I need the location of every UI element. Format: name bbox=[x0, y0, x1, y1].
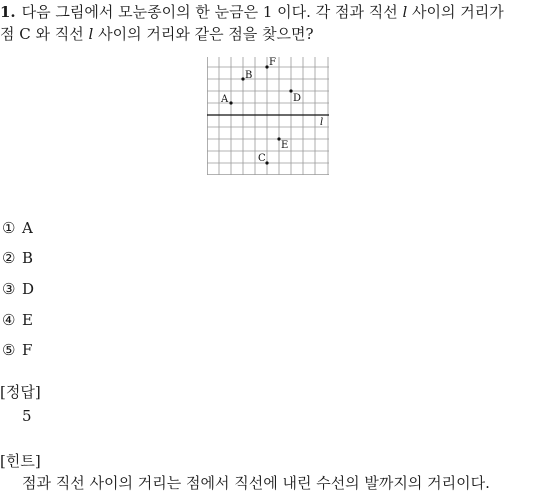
point-e-label: E bbox=[281, 140, 289, 151]
point-d-label: D bbox=[293, 93, 302, 104]
line-symbol: l bbox=[402, 3, 408, 21]
point-c bbox=[265, 161, 268, 164]
choice-1[interactable] bbox=[2, 219, 33, 237]
choice-3[interactable] bbox=[2, 280, 34, 298]
choice-text: B bbox=[22, 249, 34, 267]
choice-2[interactable] bbox=[2, 249, 33, 267]
point-a-label: A bbox=[221, 94, 229, 105]
point-c-label: C bbox=[258, 153, 266, 164]
question-text-1b: 사이의 거리가 bbox=[407, 3, 504, 21]
choice-text: A bbox=[22, 219, 33, 237]
choice-mark: ③ bbox=[2, 280, 16, 298]
answer-label: [정답] bbox=[0, 383, 41, 401]
grid-lines bbox=[207, 57, 329, 175]
point-a bbox=[229, 101, 232, 104]
hint-label: [힌트] bbox=[0, 452, 41, 470]
grid-figure bbox=[207, 57, 329, 175]
choice-text: D bbox=[22, 280, 35, 298]
question-text-2b: 사이의 거리와 같은 점을 찾으면? bbox=[93, 25, 314, 43]
point-b-label: B bbox=[245, 70, 253, 81]
choice-mark: ④ bbox=[2, 311, 16, 329]
choice-mark: ① bbox=[2, 219, 16, 237]
line-l-label: l bbox=[320, 117, 324, 128]
hint-text: 점과 직선 사이의 거리는 점에서 직선에 내린 수선의 발까지의 거리이다. bbox=[22, 474, 490, 492]
question-text-2a: 점 C 와 직선 bbox=[0, 25, 89, 43]
question-line-2 bbox=[0, 24, 314, 44]
line-symbol-2: l bbox=[88, 25, 94, 43]
question-text-1a: 다음 그림에서 모눈종이의 한 눈금은 1 이다. 각 점과 직선 bbox=[21, 3, 403, 21]
choice-text: F bbox=[22, 341, 33, 359]
choice-5[interactable] bbox=[2, 341, 32, 359]
answer-value: 5 bbox=[22, 407, 32, 425]
point-f-label: F bbox=[269, 57, 276, 68]
choice-mark: ② bbox=[2, 249, 16, 267]
choice-text: E bbox=[22, 311, 33, 329]
question-number: 1. bbox=[0, 3, 16, 21]
choice-4[interactable] bbox=[2, 311, 33, 329]
choice-mark: ⑤ bbox=[2, 341, 16, 359]
question-line-1 bbox=[0, 2, 504, 22]
